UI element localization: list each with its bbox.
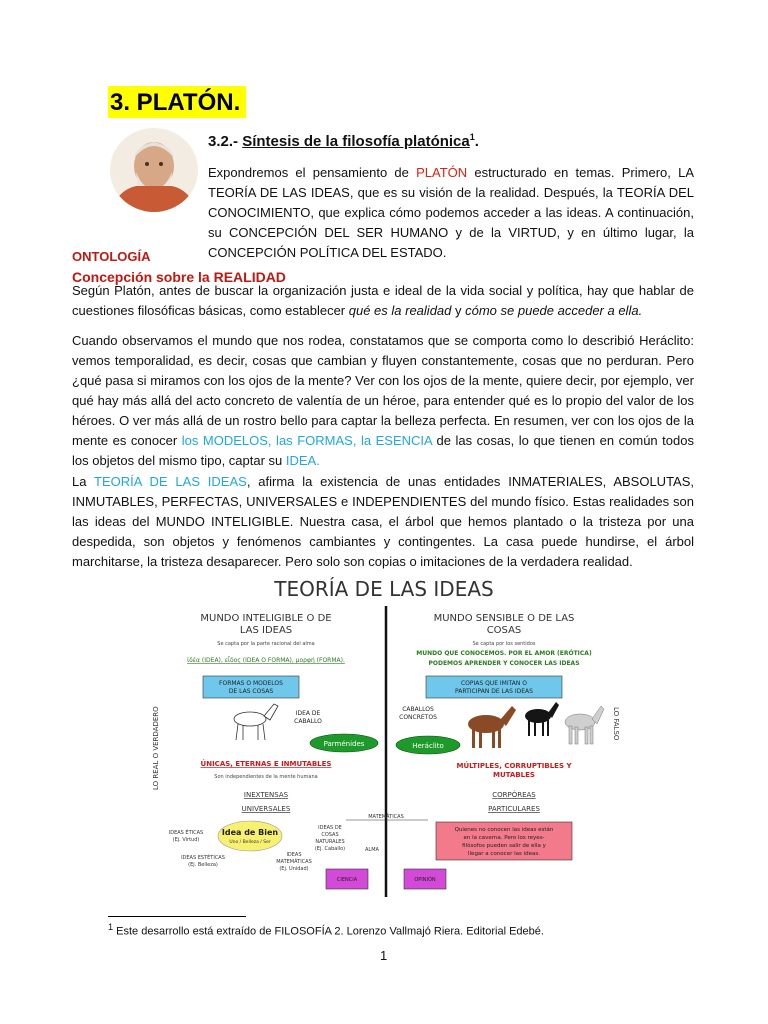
right-red-2: MUTABLES: [493, 771, 535, 779]
idea-horse-1: IDEA DE: [295, 710, 321, 717]
p2-text-a: Cuando observamos el mundo que nos rodea, constatamos que se comporta como lo describió Heráclito: vemos temporalidad, es decir, cosas que cambian y fluyen constantemente, cosas que no perduran. Pero ¿qué pasa si miramos con los ojos de la mente? Ver con los ojos de la mente, quiere decir, por ejemplo, ver qué hay más allá del acto concreto de valentía de un héroe, para entender qué es lo propio del valor de los héroes. O ver más allá de un rostro bello para captar la belleza perfecta. En resumen, ver con los ojos de la mente es conocer: [72, 333, 694, 448]
left-vertical-label: LO REAL O VERDADERO: [152, 706, 160, 790]
section-title: Síntesis de la filosofía platónica: [242, 133, 470, 150]
parmenides-label: Parménides: [323, 740, 365, 748]
forms-box-1: FORMAS O MODELOS: [219, 680, 283, 687]
paragraph-2: [72, 331, 694, 471]
inextensas: INEXTENSAS: [243, 791, 289, 799]
ideas-esteticas-2: (Ej. Belleza): [188, 862, 218, 868]
p1-text-a: Según Platón, antes de buscar la organización justa e ideal de la vida social y política, hay que hablar de cuestiones filosóficas básicas, como establecer: [72, 283, 694, 318]
footnote-ref: 1: [469, 132, 475, 142]
right-sub: Se capta por los sentidos: [472, 641, 536, 647]
page-number: 1: [380, 948, 388, 963]
cave-3: filósofos pueden salir de ella y: [462, 843, 546, 849]
concrete-horses-1: CABALLOS: [402, 706, 434, 713]
intro-name: PLATÓN: [416, 165, 468, 180]
forms-box-2: DE LAS COSAS: [228, 688, 274, 695]
left-title-1: MUNDO INTELIGIBLE O DE: [200, 613, 332, 624]
idea-bien: Idea de Bien: [221, 828, 279, 837]
intro-text-1: Expondremos el pensamiento de: [208, 165, 417, 180]
ideas-naturales-2: COSAS: [321, 832, 339, 838]
p1-italic-2: cómo se puede acceder a ella.: [465, 303, 643, 318]
p1-italic-1: qué es la realidad: [348, 303, 452, 318]
cave-2: en la caverna. Pero los reyes-: [463, 835, 545, 841]
ideas-mat-1: IDEAS: [286, 852, 302, 858]
p1-text-b: y: [451, 303, 466, 318]
idea-horse-2: CABALLO: [294, 718, 322, 725]
right-title-1: MUNDO SENSIBLE O DE LAS: [433, 613, 575, 624]
ideas-esteticas-1: IDEAS ESTÉTICAS: [181, 855, 225, 861]
ontology-heading: ONTOLOGÍA: [72, 249, 151, 264]
ideas-eticas-1: IDEAS ÉTICAS: [168, 830, 204, 836]
idea-bien-sub: Uno / Belleza / Ser: [229, 840, 271, 845]
ciencia: CIENCIA: [336, 877, 358, 883]
universales: UNIVERSALES: [241, 805, 291, 813]
reality-heading: Concepción sobre la REALIDAD: [72, 269, 286, 285]
p3-blue: TEORÍA DE LAS IDEAS: [94, 474, 247, 489]
chapter-title: 3. PLATÓN.: [108, 86, 246, 118]
ideas-mat-3: (Ej. Unidad): [279, 866, 309, 872]
alma: ALMA: [365, 847, 379, 853]
right-bold-1: MUNDO QUE CONOCEMOS. POR EL AMOR (ERÓTICA): [416, 650, 592, 657]
cave-1: Quienes no conocen las ideas están: [454, 827, 554, 833]
footnote: [108, 922, 544, 938]
ideas-naturales-4: (Ej. Caballo): [314, 846, 346, 852]
copies-box-1: COPIAS QUE IMITAN O: [460, 680, 528, 687]
opinion: OPINIÓN: [414, 877, 436, 883]
section-number: 3.2.-: [208, 133, 239, 150]
footnote-rule: [108, 916, 246, 917]
heraclito-label: Heráclito: [412, 742, 444, 750]
p2-text-b: de las cosas, lo que tienen en común todos los objetos del mismo tipo, captar su: [72, 433, 694, 468]
ideas-naturales-1: IDEAS DE: [318, 825, 342, 831]
p2-blue-2: IDEA.: [285, 453, 320, 468]
plato-portrait: [110, 128, 198, 212]
cave-4: llegar a conocer las ideas.: [468, 851, 540, 857]
ideas-mat-2: MATEMÁTICAS: [276, 859, 312, 865]
diagram-title: TEORÍA DE LAS IDEAS: [274, 577, 494, 601]
p2-blue-1: los MODELOS, las FORMAS, la ESENCIA: [181, 433, 432, 448]
footnote-text: Este desarrollo está extraído de FILOSOFÍA 2. Lorenzo Vallmajó Riera. Editorial Edebé.: [113, 925, 544, 938]
left-red: ÚNICAS, ETERNAS E INMUTABLES: [200, 760, 332, 768]
intro-text-2: estructurado en temas. Primero, LA TEORÍA DE LAS IDEAS, que es su visión de la realidad. Después, la TEORÍA DEL CONOCIMIENTO, que explica cómo podemos acceder a las ideas. A continuación, su CONCEPCIÓN DEL SER HUMANO y de la VIRTUD, y en último lugar, la CONCEPCIÓN POLÍTICA DEL ESTADO.: [208, 165, 694, 260]
left-sub: Se capta por la parte racional del alma: [217, 641, 315, 647]
paragraph-1: [72, 281, 694, 321]
left-title-2: LAS IDEAS: [239, 625, 293, 636]
p3-text-a: La: [72, 474, 95, 489]
right-red-1: MÚLTIPLES, CORRUPTIBLES Y: [456, 762, 572, 770]
right-vertical-label: LO FALSO: [612, 707, 620, 741]
section-trailing: .: [474, 133, 479, 150]
right-bold-2: PODEMOS APRENDER Y CONOCER LAS IDEAS: [428, 660, 580, 667]
paragraph-3: [72, 472, 694, 572]
ideas-naturales-3: NATURALES: [315, 839, 345, 845]
copies-box-2: PARTICIPAN DE LAS IDEAS: [455, 688, 533, 695]
theory-of-ideas-diagram: [146, 572, 622, 897]
footnote-number: 1: [108, 922, 114, 932]
corporeas: CORPÓREAS: [492, 791, 536, 799]
right-title-2: COSAS: [486, 625, 522, 636]
particulares: PARTICULARES: [488, 805, 540, 813]
p3-text-b: , afirma la existencia de unas entidades INMATERIALES, ABSOLUTAS, INMUTABLES, PERFECTAS, UNIVERSALES e INDEPENDIENTES del mundo físico. Estas realidades son las ideas del MUNDO INTELIGIBLE. Nuestra casa, el árbol que hemos plantado o la tristeza por una despedida, son objetos y fenómenos cambiantes y contingentes. La casa puede hundirse, el árbol marchitarse, la tristeza desaparecer. Pero solo son copias o imitaciones de la verdadera realidad.: [72, 474, 695, 569]
matematicas-center: MATEMÁTICAS: [368, 814, 404, 820]
concrete-horses-2: CONCRETOS: [399, 714, 437, 721]
left-terms: ἰδέα (IDEA), εἶδος (IDEA O FORMA), μορφή (FORMA).: [187, 657, 345, 664]
section-heading: [208, 132, 479, 150]
left-red-sub: Son independientes de la mente humana: [214, 774, 318, 780]
ideas-eticas-2: (Ej. Virtud): [172, 837, 200, 843]
